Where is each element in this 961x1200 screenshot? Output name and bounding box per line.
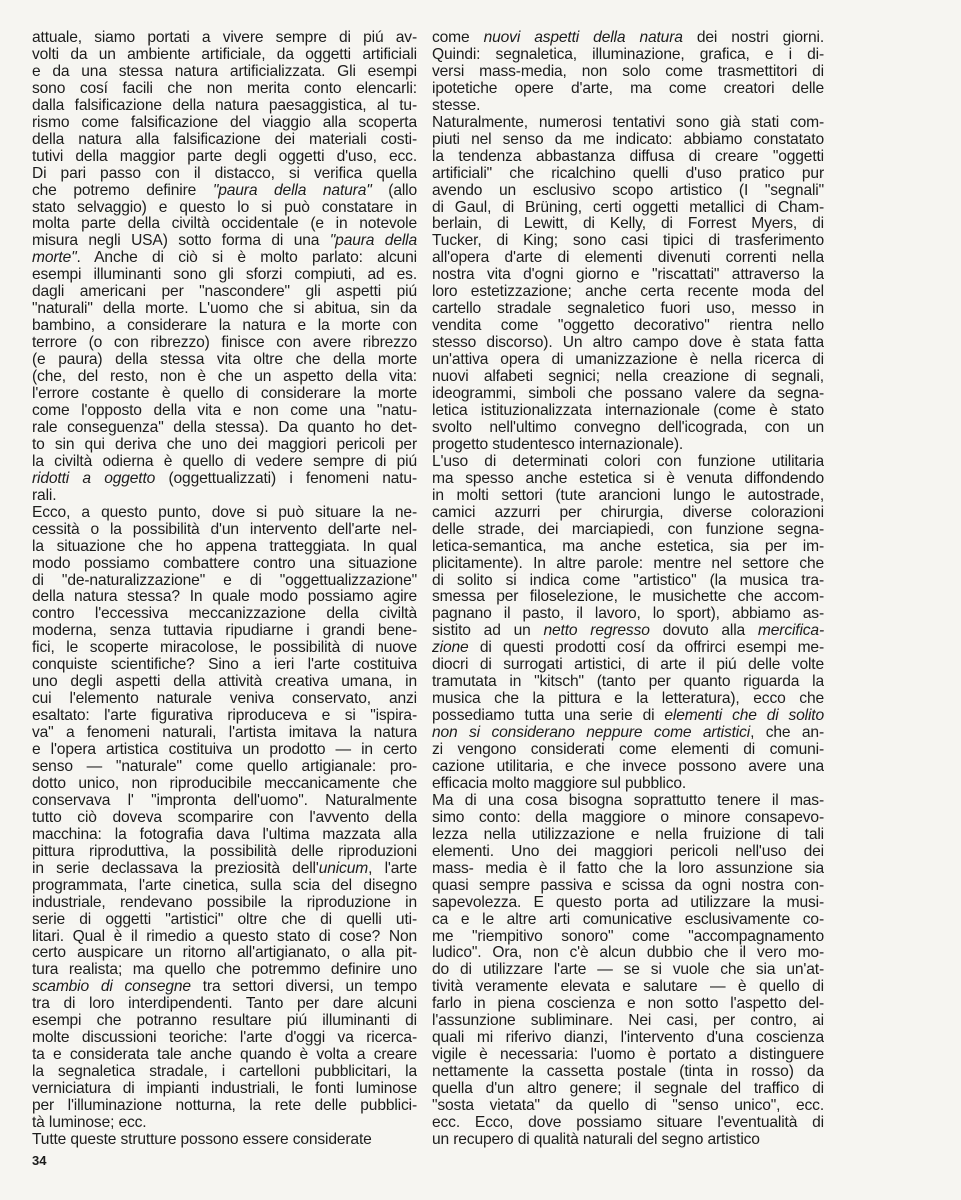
text-line: molte discussioni teoriche: l'arte d'oggi va ricerca-	[32, 1030, 417, 1047]
text-line: piuti nel senso da me indicato: abbiamo constatato	[432, 131, 824, 148]
text-line: stesse.	[432, 97, 481, 114]
text-line: esempi che potranno resultare piú illuminanti di	[32, 1013, 417, 1030]
text-line: di "de-naturalizzazione" e di "oggettualizzazione"	[32, 572, 417, 589]
text-line: diocri di surrogati artistici, di arte il piú delle volte	[432, 657, 824, 674]
text-line: elementi. Uno dei maggiori pericoli nell'uso dei	[432, 843, 824, 860]
text-line: all'opera d'arte di elementi divenuti correnti nella	[432, 250, 824, 267]
text-column-left	[32, 30, 417, 1149]
text-line: Ma di una cosa bisogna soprattutto tenere il mas-	[432, 792, 824, 809]
text-line: per l'illuminazione notturna, la rete delle pubblici-	[32, 1098, 417, 1115]
text-line: ta e considerata tale anche quando è volta a creare	[32, 1047, 417, 1064]
text-line: Ecco, a questo punto, dove si può situare la ne-	[32, 504, 417, 521]
text-line: letica-semantica, ma anche estetica, sia per im-	[432, 538, 824, 555]
text-line: tra di loro interdipendenti. Tanto per dare alcuni	[32, 996, 417, 1013]
text-line: smessa per filoselezione, le musichette che accom-	[432, 589, 824, 606]
text-line: stesso discorso). Un altro campo dove è stata fatta	[432, 335, 824, 352]
text-line: do di utilizzare l'arte — se si vuole che sia un'at-	[432, 962, 824, 979]
text-line: in serie declassava la preziosità dell'unicum, l'arte	[32, 860, 417, 877]
text-line: ipotetiche opere d'arte, ma come creatori delle	[432, 80, 824, 97]
text-line: di Gaul, di Brüning, certi oggetti metallici di Cham-	[432, 199, 824, 216]
text-line: letica istituzionalizzata internazionale (come è stato	[432, 402, 824, 419]
text-line: ecc. Ecco, dove possiamo situare l'eventualità di	[432, 1115, 824, 1131]
text-line: esaltato: l'arte figurativa riproduceva e si "ispira-	[32, 708, 417, 725]
text-line: come l'opposto della vita e non come una "natu-	[32, 402, 417, 419]
text-line: farlo in piena coscienza e non sotto l'aspetto del-	[432, 996, 824, 1013]
text-line: cessità o la possibilità d'un intervento dell'arte nel-	[32, 521, 417, 538]
text-line: verniciatura di impianti industriali, le fonti luminose	[32, 1081, 417, 1098]
text-line: mass- media è il fatto che la loro assunzione sia	[432, 860, 824, 877]
text-line: dalla falsificazione della natura paesaggistica, al tu-	[32, 97, 417, 114]
text-line: nettamente la cassetta postale (tinta in rosso) da	[432, 1064, 824, 1081]
text-line: avendo un esclusivo scopo artistico (I "segnali"	[432, 182, 824, 199]
text-line: nostra vita d'ogni giorno e "riscattati" attraverso la	[432, 267, 824, 284]
text-line: ideogrammi, simboli che possano valere da segna-	[432, 386, 824, 403]
text-line: pittura riproduttiva, la possibilità delle riproduzioni	[32, 843, 417, 860]
text-line: "naturali" della morte. L'uomo che si abitua, sin da	[32, 301, 417, 318]
text-line: zione di questi prodotti cosí da offrirci esempi me-	[432, 640, 824, 657]
text-line: senso — "naturale" come quello artigianale: pro-	[32, 758, 417, 775]
text-line: ludico". Ora, non c'è alcun dubbio che il vero mo-	[432, 945, 824, 962]
text-line: moderna, senza tuttavia ripudiarne i grandi bene-	[32, 623, 417, 640]
text-line: tramutata in "kitsch" (tanto per quanto riguarda la	[432, 674, 824, 691]
text-line: serie di oggetti "artistici" oltre che di quelli uti-	[32, 911, 417, 928]
text-line: sono cosí facili che non merita conto elencarli:	[32, 80, 417, 97]
text-line: quali mi riferivo dianzi, l'intervento d'una coscienza	[432, 1030, 824, 1047]
text-line: camici azzurri per chirurgia, diverse colorazioni	[432, 504, 824, 521]
text-line: fici, le scoperte miracolose, le possibilità di nuove	[32, 640, 417, 657]
text-line: rale conseguenza" della stessa). Da quanto ho det-	[32, 419, 417, 436]
text-line: un'attiva opera di umanizzazione è nella ricerca di	[432, 352, 824, 369]
text-line: berlain, di Lewitt, di Kelly, di Forrest Myers, di	[432, 216, 824, 233]
text-line: versi mass-media, non solo come trasmettitori di	[432, 63, 824, 80]
text-line: L'uso di determinati colori con funzione utilitaria	[432, 453, 824, 470]
text-line: dagli americani per "nascondere" gli aspetti piú	[32, 284, 417, 301]
text-line: come nuovi aspetti della natura dei nostri giorni.	[432, 30, 824, 46]
text-line: delle strade, dei marciapiedi, con funzione segna-	[432, 521, 824, 538]
text-line: contro l'eccessiva meccanizzazione della civiltà	[32, 606, 417, 623]
text-line: ca e le altre arti comunicative esclusivamente co-	[432, 911, 824, 928]
text-line: esempi illuminanti sono gli sforzi compiuti, ad es.	[32, 267, 417, 284]
text-line: attuale, siamo portati a vivere sempre di piú av-	[32, 30, 417, 46]
text-line: dotto unico, non riproducibile meccanicamente che	[32, 775, 417, 792]
text-line: lezza nella utilizzazione e nella fruizione di tali	[432, 826, 824, 843]
text-line: industriale, rendevano possibile la riproduzione in	[32, 894, 417, 911]
text-line: Di pari passo con il distacco, si verifica quella	[32, 165, 417, 182]
text-line: misura negli USA) sotto forma di una "paura della	[32, 233, 417, 250]
text-line: progetto studentesco internazionale).	[432, 436, 684, 453]
text-line: loro estetizzazione; anche certa recente moda del	[432, 284, 824, 301]
text-line: quasi sempre passiva e scissa da ogni nostra con-	[432, 877, 824, 894]
text-line: svolto nell'ultimo convegno dell'icograda, con un	[432, 419, 824, 436]
text-line: to sin qui deriva che uno dei maggiori pericoli per	[32, 436, 417, 453]
text-line: la situazione che ho appena tratteggiata. In qual	[32, 538, 417, 555]
text-line: nuovi alfabeti segnici; nella creazione di segnali,	[432, 369, 824, 386]
text-line: zi vengono considerati come elementi di comuni-	[432, 742, 824, 759]
text-line: tutto ciò doveva scomparire con l'avvento della	[32, 809, 417, 826]
text-line: vendita come "oggetto decorativo" rientra nello	[432, 318, 824, 335]
text-line: (e paura) della stessa vita oltre che della morte	[32, 352, 417, 369]
text-line: di solito si indica come "artistico" (la musica tra-	[432, 572, 824, 589]
text-line: quella d'un altro genere; il segnale del traffico di	[432, 1081, 824, 1098]
text-line: tutivi della maggior parte degli oggetti d'uso, ecc.	[32, 148, 417, 165]
text-line: tura realista; ma quello che potremmo definire uno	[32, 962, 417, 979]
text-line: in molti settori (tute arancioni lungo le autostrade,	[432, 487, 824, 504]
text-line: cazione utilitaria, e che invece possono avere una	[432, 758, 824, 775]
text-line: la civiltà odierna è quello di vedere sempre di piú	[32, 453, 417, 470]
text-line: un recupero di qualità naturali del segno artistico	[432, 1131, 760, 1148]
text-line: tività veramente elevata e salutare — è quello di	[432, 979, 824, 996]
text-line: la segnaletica stradale, i cartelloni pubblicitari, la	[32, 1064, 417, 1081]
text-line: simo conto: della maggiore o minore consapevo-	[432, 809, 824, 826]
text-line: possediamo tutta una serie di elementi che di solito	[432, 708, 824, 725]
text-line: sistito ad un netto regresso dovuto alla mercifica-	[432, 623, 824, 640]
text-line: Tucker, di King; sono casi tipici di trasferimento	[432, 233, 824, 250]
text-line: sapevolezza. E questo porta ad utilizzare la musi-	[432, 894, 824, 911]
text-line: conquiste scientifiche? Sino a ieri l'arte costituiva	[32, 657, 417, 674]
text-line: non si considerano neppure come artistici, che an-	[432, 725, 824, 742]
text-line: l'errore costante è quello di considerare la morte	[32, 386, 417, 403]
text-line: modo possiamo combattere contro una situazione	[32, 555, 417, 572]
text-line: vigile è necessaria: l'uomo è portato a distinguere	[432, 1047, 824, 1064]
text-line: certo auspicare un ritorno all'artigianato, o alla pit-	[32, 945, 417, 962]
text-line: bambino, a considerare la natura e la morte con	[32, 318, 417, 335]
text-line: macchina: la fotografia dava l'ultima mazzata alla	[32, 826, 417, 843]
text-line: ridotti a oggetto (oggettualizzati) i fenomeni natu-	[32, 470, 417, 487]
text-line: conservava l' "impronta dell'uomo". Naturalmente	[32, 792, 417, 809]
text-column-right	[432, 30, 824, 1149]
text-line: cui l'elemento naturale veniva conservato, anzi	[32, 691, 417, 708]
text-line: litari. Qual è il rimedio a questo stato di cose? Non	[32, 928, 417, 945]
text-line: scambio di consegne tra settori diversi, un tempo	[32, 979, 417, 996]
text-line: e l'opera artistica costituiva un prodotto — in certo	[32, 742, 417, 759]
text-line: Tutte queste strutture possono essere considerate	[32, 1131, 372, 1148]
text-line: rali.	[32, 487, 57, 504]
page-number: 34	[32, 1153, 47, 1168]
text-line: efficacia molto maggiore sul pubblico.	[432, 775, 687, 792]
text-line: va" a fenomeni naturali, l'artista imitava la natura	[32, 725, 417, 742]
text-line: plicitamente). In altre parole: mentre nel settore che	[432, 555, 824, 572]
text-line: tà luminose; ecc.	[32, 1115, 147, 1131]
text-line: programmata, l'arte cinetica, sulla scia del disegno	[32, 877, 417, 894]
text-line: della natura alla falsificazione dei materiali costi-	[32, 131, 417, 148]
text-line: rismo come falsificazione del viaggio alla scoperta	[32, 114, 417, 131]
text-line: morte". Anche di ciò si è molto parlato: alcuni	[32, 250, 417, 267]
text-line: stato selvaggio) e questo lo si può constatare in	[32, 199, 417, 216]
text-line: "sosta vietata" da quello di "senso unico", ecc.	[432, 1098, 824, 1115]
text-line: della natura stessa? In quale modo possiamo agire	[32, 589, 417, 606]
text-line: me "riempitivo sonoro" come "accompagnamento	[432, 928, 824, 945]
text-line: volti da un ambiente artificiale, da oggetti artificiali	[32, 46, 417, 63]
text-line: che potremo definire "paura della natura" (allo	[32, 182, 417, 199]
text-line: l'assunzione subliminare. Nei casi, per contro, ai	[432, 1013, 824, 1030]
text-line: (che, del resto, non è che un aspetto della vita:	[32, 369, 417, 386]
text-line: molta parte della civiltà occidentale (e in notevole	[32, 216, 417, 233]
text-line: ma spesso anche estetica si è venuta diffondendo	[432, 470, 824, 487]
text-line: artificiali" che ricalchino quelli d'uso pratico pur	[432, 165, 824, 182]
text-line: cartello stradale segnaletico fuori uso, messo in	[432, 301, 824, 318]
text-line: pagnano il pasto, il lavoro, lo sport), abbiamo as-	[432, 606, 824, 623]
text-line: Naturalmente, numerosi tentativi sono già stati com-	[432, 114, 824, 131]
text-line: uno degli aspetti della attività creativa umana, in	[32, 674, 417, 691]
text-line: e da una stessa natura artificializzata. Gli esempi	[32, 63, 417, 80]
text-line: terrore (o con ribrezzo) finisce con avere ribrezzo	[32, 335, 417, 352]
text-line: Quindi: segnaletica, illuminazione, grafica, e i di-	[432, 46, 824, 63]
text-line: musica che la pittura e la letteratura), ecco che	[432, 691, 824, 708]
text-line: la tendenza abbastanza diffusa di creare "oggetti	[432, 148, 824, 165]
